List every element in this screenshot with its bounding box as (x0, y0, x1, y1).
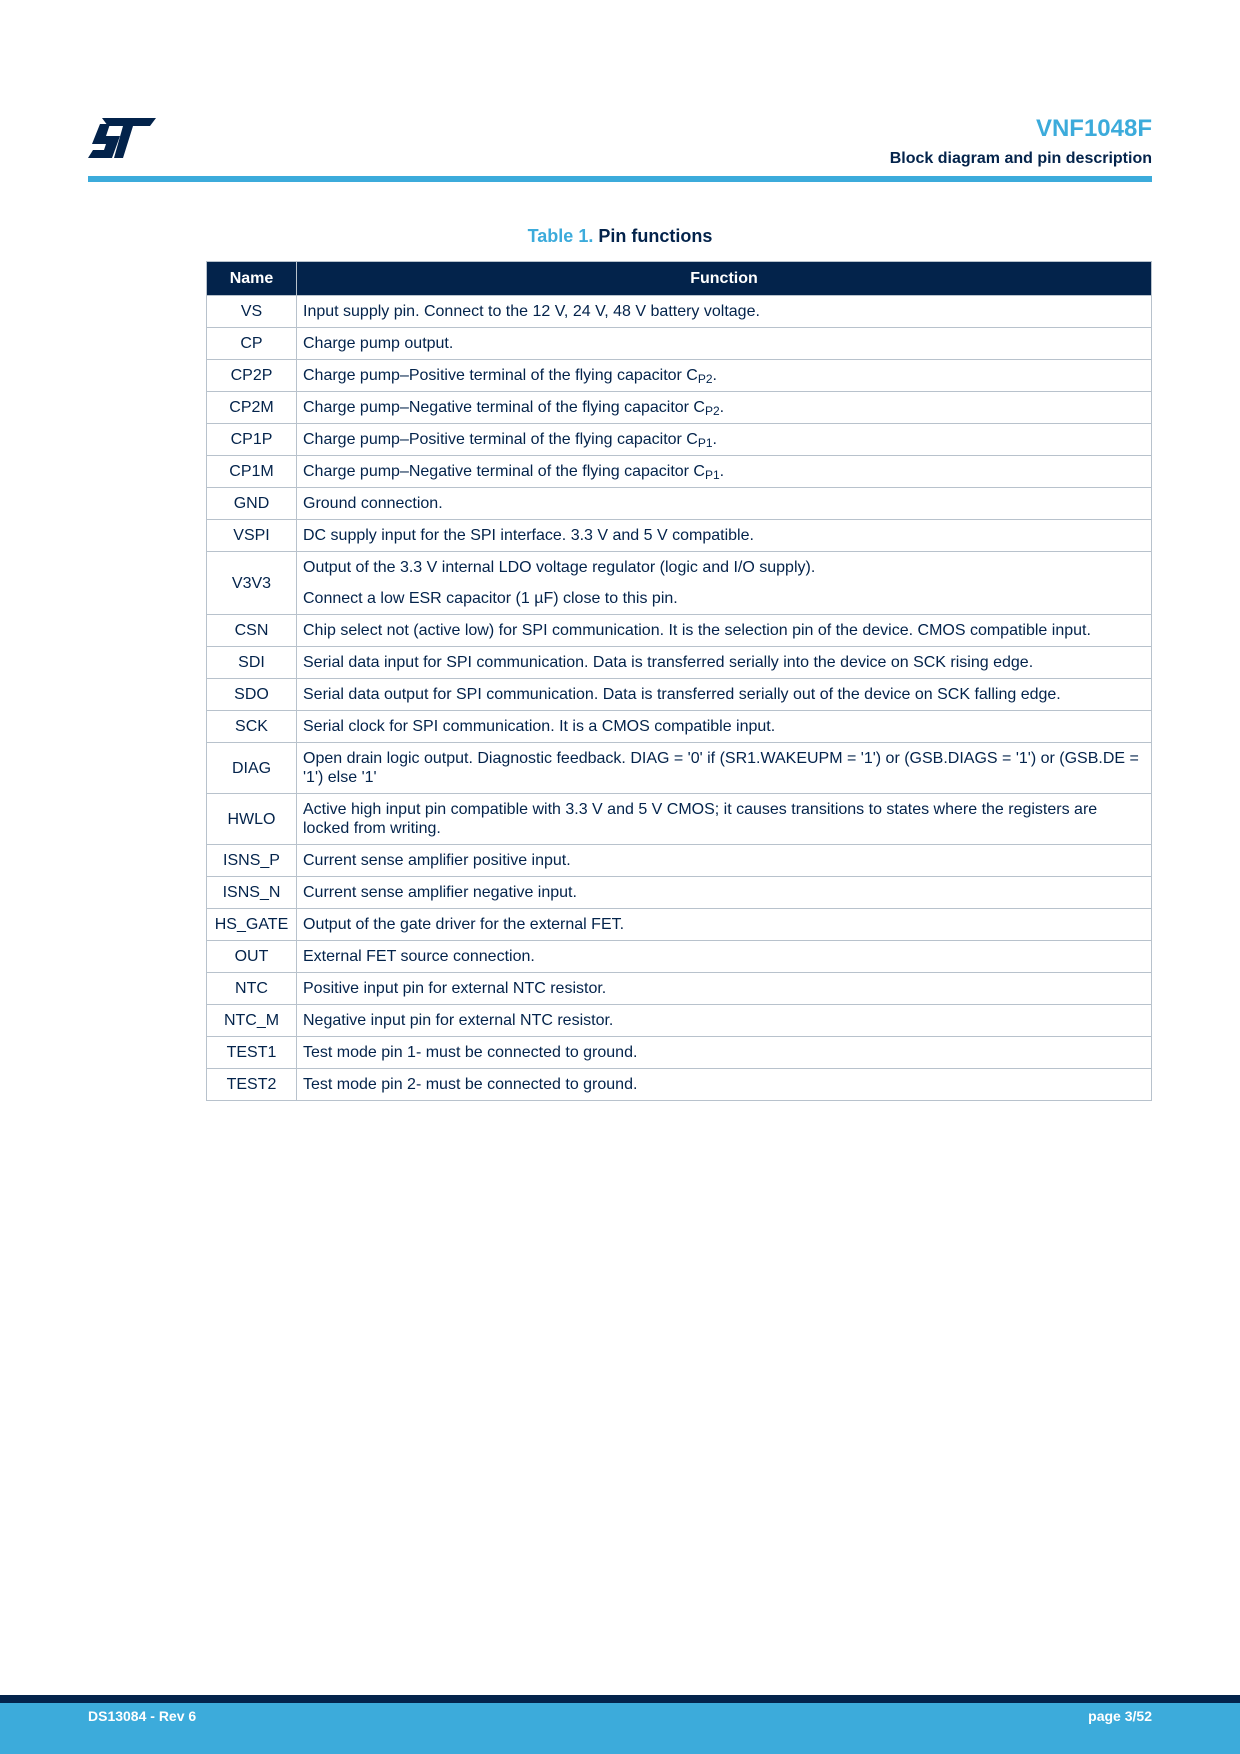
column-header-name: Name (207, 262, 297, 296)
pin-function (297, 520, 1152, 552)
function-text: Charge pump–Positive terminal of the flying capacitor C (303, 367, 698, 384)
pin-function (297, 647, 1152, 679)
pin-function (297, 973, 1152, 1005)
function-text: Negative input pin for external NTC resistor. (303, 1012, 614, 1029)
table-row (207, 392, 1152, 424)
pin-function-text (303, 653, 1145, 672)
pin-function (297, 456, 1152, 488)
pin-function-text (303, 366, 1145, 385)
table-row (207, 552, 1152, 615)
function-text: Test mode pin 2- must be connected to ground. (303, 1076, 638, 1093)
doc-title: VNF1048F (1035, 115, 1152, 142)
pin-name: SDO (207, 679, 297, 711)
pin-name: HS_GATE (207, 909, 297, 941)
pin-function (297, 711, 1152, 743)
table-row (207, 1005, 1152, 1037)
table-row (207, 743, 1152, 794)
pin-name: CSN (207, 615, 297, 647)
pin-name: V3V3 (207, 552, 297, 615)
pin-function-text (303, 851, 1145, 870)
pin-function (297, 1069, 1152, 1101)
table-caption-title: Pin functions (598, 226, 713, 246)
pin-function (297, 488, 1152, 520)
table-row (207, 941, 1152, 973)
footer-doc-ref: DS13084 - Rev 6 (88, 1708, 197, 1724)
pin-function (297, 845, 1152, 877)
function-text: Input supply pin. Connect to the 12 V, 24 V, 48 V battery voltage. (303, 303, 760, 320)
function-text: Output of the 3.3 V internal LDO voltage regulator (logic and I/O supply). (303, 559, 816, 576)
pin-function-text (303, 302, 1145, 321)
pin-function-text (303, 494, 1145, 513)
pin-function-text (303, 979, 1145, 998)
table-row (207, 360, 1152, 392)
function-text: Positive input pin for external NTC resistor. (303, 980, 607, 997)
table-row (207, 328, 1152, 360)
footer-rule (0, 1695, 1240, 1703)
pin-function-text (303, 430, 1145, 449)
pin-function (297, 392, 1152, 424)
pin-name: TEST2 (207, 1069, 297, 1101)
table-row (207, 711, 1152, 743)
table-header-row (207, 262, 1152, 296)
table-body (207, 296, 1152, 1101)
pin-function-text (303, 800, 1145, 838)
pin-function (297, 877, 1152, 909)
pin-function-text (303, 526, 1145, 545)
pin-function (297, 615, 1152, 647)
pin-name: DIAG (207, 743, 297, 794)
table-row (207, 973, 1152, 1005)
table-row (207, 520, 1152, 552)
function-text-tail: . (712, 367, 717, 384)
pin-name: SDI (207, 647, 297, 679)
pin-function-text (303, 685, 1145, 704)
pin-function (297, 328, 1152, 360)
pin-name: HWLO (207, 794, 297, 845)
pin-function-text-2: Connect a low ESR capacitor (1 µF) close to this pin. (303, 590, 678, 607)
table-row (207, 909, 1152, 941)
table-row (207, 424, 1152, 456)
capacitor-subscript: P1 (704, 468, 720, 482)
function-text: Active high input pin compatible with 3.3 V and 5 V CMOS; it causes transitions to states where the registers are locked from writing. (303, 801, 1098, 837)
section-title: Block diagram and pin description (889, 150, 1152, 167)
table-row (207, 456, 1152, 488)
function-text: Chip select not (active low) for SPI communication. It is the selection pin of the device. CMOS compatible input. (303, 622, 1091, 639)
function-text-tail: . (719, 399, 725, 416)
table-row (207, 1037, 1152, 1069)
pin-functions-table (206, 261, 1152, 1101)
pin-function-text (303, 1011, 1145, 1030)
function-text: Serial data output for SPI communication. Data is transferred serially out of the device on SCK falling edge. (303, 686, 1061, 703)
pin-name: GND (207, 488, 297, 520)
pin-name: CP1P (207, 424, 297, 456)
function-text: Charge pump–Positive terminal of the flying capacitor C (303, 431, 698, 448)
pin-function (297, 941, 1152, 973)
function-text: DC supply input for the SPI interface. 3.3 V and 5 V compatible. (303, 527, 754, 544)
pin-name: CP2M (207, 392, 297, 424)
function-text: Charge pump–Negative terminal of the flying capacitor C (303, 463, 705, 480)
table-row (207, 679, 1152, 711)
pin-function (297, 909, 1152, 941)
table-row (207, 794, 1152, 845)
function-text: Charge pump output. (303, 335, 454, 352)
footer-page-number: page 3/52 (1088, 1708, 1152, 1724)
pin-name: VS (207, 296, 297, 328)
function-text: Serial data input for SPI communication. Data is transferred serially into the device on SCK rising edge. (303, 654, 1034, 671)
capacitor-subscript: P2 (704, 404, 720, 418)
function-text: Current sense amplifier negative input. (303, 884, 577, 901)
pin-function (297, 552, 1152, 615)
function-text: Test mode pin 1- must be connected to ground. (303, 1044, 638, 1061)
pin-function (297, 743, 1152, 794)
pin-function (297, 360, 1152, 392)
pin-function-text (303, 558, 1145, 577)
pin-name: TEST1 (207, 1037, 297, 1069)
pin-function (297, 794, 1152, 845)
capacitor-subscript: P1 (697, 436, 713, 450)
pin-function (297, 679, 1152, 711)
pin-function-text (303, 717, 1145, 736)
pin-function-text (303, 915, 1145, 934)
page-header (890, 114, 1152, 168)
pin-name: NTC_M (207, 1005, 297, 1037)
pin-function (297, 424, 1152, 456)
pin-function-text (303, 947, 1145, 966)
table-row (207, 296, 1152, 328)
function-text: Ground connection. (303, 495, 443, 512)
function-text: Serial clock for SPI communication. It is a CMOS compatible input. (303, 718, 776, 735)
table-row (207, 647, 1152, 679)
pin-function (297, 296, 1152, 328)
capacitor-subscript: P2 (697, 372, 713, 386)
pin-function-text (303, 749, 1145, 787)
pin-function-text (303, 398, 1145, 417)
function-text: Output of the gate driver for the external FET. (303, 916, 625, 933)
function-text: Current sense amplifier positive input. (303, 852, 571, 869)
pin-name: ISNS_P (207, 845, 297, 877)
function-text: Charge pump–Negative terminal of the flying capacitor C (303, 399, 705, 416)
pin-function-text (303, 334, 1145, 353)
table-row (207, 488, 1152, 520)
function-text: Open drain logic output. Diagnostic feedback. DIAG = '0' if (SR1.WAKEUPM = '1') or (GSB.DIAGS = '1') or (GSB.DE = '1') else '1' (303, 750, 1139, 786)
pin-name: VSPI (207, 520, 297, 552)
pin-name: CP2P (207, 360, 297, 392)
pin-name: ISNS_N (207, 877, 297, 909)
table-caption-number: Table 1. (527, 226, 594, 246)
st-logo-icon (88, 118, 156, 158)
pin-name: SCK (207, 711, 297, 743)
header-rule (88, 176, 1152, 182)
pin-name: OUT (207, 941, 297, 973)
pin-name: CP1M (207, 456, 297, 488)
pin-function-text (303, 1043, 1145, 1062)
function-text-tail: . (712, 431, 717, 448)
function-text: External FET source connection. (303, 948, 535, 965)
table-caption (0, 226, 1240, 247)
pin-function (297, 1037, 1152, 1069)
pin-function-text (303, 1075, 1145, 1094)
function-text-tail: . (719, 463, 725, 480)
column-header-function: Function (297, 262, 1152, 296)
pin-function-text (303, 621, 1145, 640)
pin-name: CP (207, 328, 297, 360)
pin-function-text (303, 883, 1145, 902)
table-row (207, 1069, 1152, 1101)
table-row (207, 877, 1152, 909)
pin-function (297, 1005, 1152, 1037)
pin-name: NTC (207, 973, 297, 1005)
table-row (207, 615, 1152, 647)
pin-function-text (303, 462, 1145, 481)
table-row (207, 845, 1152, 877)
